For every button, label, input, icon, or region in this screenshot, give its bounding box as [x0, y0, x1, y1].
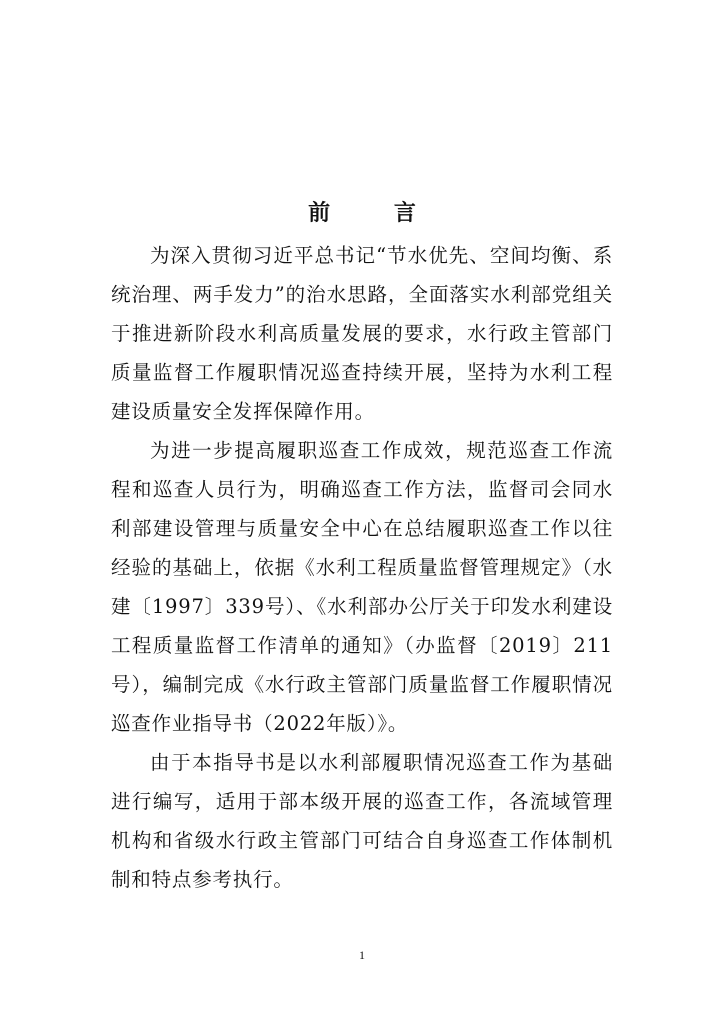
paragraph-3: 由于本指导书是以水利部履职情况巡查工作为基础进行编写，适用于部本级开展的巡查工作，各流域管理机构和省级水行政主管部门可结合自身巡查工作体制机制和特点参考执行。 — [111, 751, 613, 891]
paragraph-2: 为进一步提高履职巡查工作成效，规范巡查工作流程和巡查人员行为，明确巡查工作方法，监督司会同水利部建设管理与质量安全中心在总结履职巡查工作以往经验的基础上，依据《水利工程质量监督管理规定》（水建〔1997〕339号）、《水利部办公厅关于印发水利建设工程质量监督工作清单的通知》（办监督〔2019〕211号），编制完成《水行政主管部门质量监督工作履职情况巡查作业指导书（2022年版）》。 — [111, 439, 613, 735]
paragraph-1: 为深入贯彻习近平总书记“节水优先、空间均衡、系统治理、两手发力”的治水思路，全面落实水利部党组关于推进新阶段水利高质量发展的要求，水行政主管部门质量监督工作履职情况巡查持续开展，坚持为水利工程建设质量安全发挥保障作用。 — [111, 244, 613, 423]
document-body — [111, 236, 613, 899]
page-title: 前 言 — [308, 200, 444, 226]
page-number: 1 — [359, 948, 365, 962]
